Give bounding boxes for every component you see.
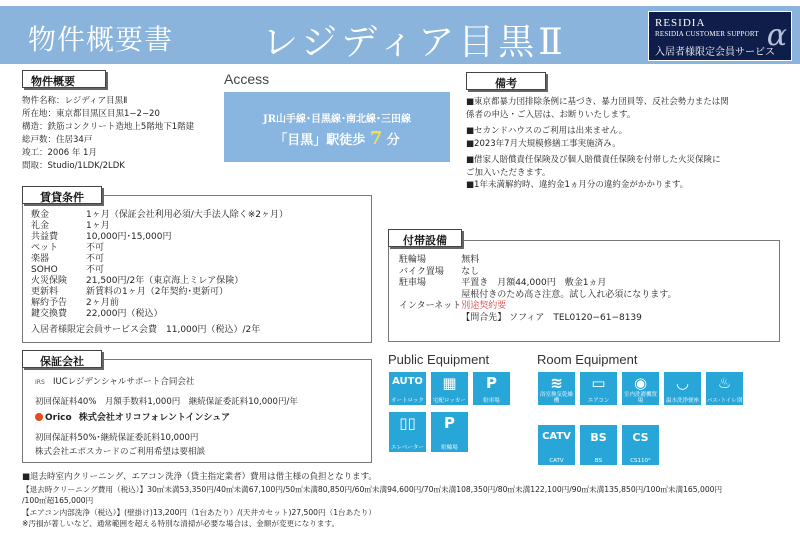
access-box	[224, 92, 450, 162]
logo-brand: RESIDIA	[655, 17, 706, 29]
table-row: 屋根付きのため高さ注意。試し入れ必須になります。	[461, 289, 677, 300]
bicycle-parking-icon: P 駐輪場	[430, 411, 469, 453]
room-equipment-heading: Room Equipment	[537, 352, 638, 367]
parking-icon: P 駐車場	[472, 371, 511, 406]
catv-icon: CATV CATV	[537, 424, 576, 466]
facilities-box	[388, 240, 780, 342]
guarantor-company-3: 株式会社エポスカードのご利用希望は要相談	[35, 447, 206, 457]
logo-tagline: RESIDIA CUSTOMER SUPPORT	[655, 30, 759, 38]
property-name: レジディア目黒Ⅱ	[262, 22, 567, 63]
table-row: ペット 不可	[31, 243, 105, 253]
table-row: 駐輪場 無料	[399, 255, 480, 265]
public-equipment-heading: Public Equipment	[388, 352, 490, 367]
guarantor-terms-2: 初回保証料50%･継続保証委託料10,000円	[35, 433, 199, 443]
footer-line: 【退去時クリーニング費用（税込）】30㎡未満53,350円/40㎡未満67,100円/50㎡未満80,850円/60㎡未満94,600円/70㎡未満108,350円/80㎡未満122,100円/90㎡未満135,850円/100㎡未満165,000円	[22, 484, 723, 494]
elevator-icon: ▯▯ エレベーター	[388, 411, 427, 453]
overview-heading: 物件概要	[22, 70, 106, 88]
lease-box	[22, 195, 372, 343]
footer-line: 【エアコン内部洗浄（税込）】(壁掛け)13,200円（1台あたり）/(天井カセット)27,500円（1台あたり）	[22, 507, 376, 517]
access-walk	[224, 128, 450, 149]
table-row: 鍵交換費 22,000円（税込）	[31, 309, 163, 319]
table-row: 敷金 1ヶ月（保証会社利用必須/大手法人除く※2ヶ月）	[31, 210, 289, 220]
notes-item: ■セカンドハウスのご利用は出来ません。	[466, 126, 628, 136]
separate-bath-icon: ♨ バス･トイレ別	[705, 371, 744, 406]
overview-line: 構造：鉄筋コンクリート造地上5階地下1階建	[22, 122, 195, 132]
aircon-icon: ▭ エアコン	[579, 371, 618, 406]
delivery-locker-icon: ▦ 宅配ロッカー	[430, 371, 469, 406]
overview-line: 総戸数：住居34戸	[22, 135, 93, 145]
cs-icon: CS CS110°	[621, 424, 660, 466]
footer-line: ■退去時室内クリーニング、エアコン洗浄（貸主指定業者）費用は借主様の負担となります。	[22, 472, 377, 482]
shower-toilet-icon: ◡ 温水洗浄便座	[663, 371, 702, 406]
footer-line: /100㎡超165,000円	[22, 496, 94, 505]
access-unit: 分	[386, 133, 400, 148]
overview-line: 竣工：2006 年 1月	[22, 148, 97, 158]
orico-logo-icon	[35, 413, 43, 421]
iris-logo-icon: IRS	[35, 379, 45, 386]
table-row: 【問合先】 ソフィア TEL0120−61−8139	[461, 312, 642, 323]
footer-line: ※汚損が著しいなど、通常範囲を超える特別な清掃が必要な場合は、金額が変更になります。	[22, 519, 340, 528]
footer-notes	[22, 472, 722, 530]
overview-lines	[22, 95, 194, 173]
washer-space-icon: ◉ 室内洗濯機置場	[621, 371, 660, 406]
notes-item: ■借家人賠償責任保険及び個人賠償責任保険を付帯した火災保険に	[466, 155, 721, 165]
notes-heading: 備考	[466, 72, 546, 90]
access-station: 「目黒」駅徒歩	[274, 133, 366, 148]
lease-heading: 賃貸条件	[22, 186, 102, 204]
table-row: 共益費 10,000円･15,000円	[31, 232, 172, 242]
alpha-icon: α	[766, 18, 787, 53]
notes-list	[466, 96, 729, 192]
access-heading: Access	[224, 71, 270, 87]
doc-title: 物件概要書	[28, 23, 174, 56]
access-lines: JR山手線･目黒線･南北線･三田線	[262, 114, 412, 125]
table-row: 駐車場 平置き 月額44,000円 敷金1ヵ月	[399, 278, 607, 288]
residia-logo	[648, 11, 792, 61]
header-banner	[0, 6, 800, 64]
table-row: バイク置場 なし	[399, 266, 480, 277]
facilities-heading: 付帯設備	[388, 229, 462, 247]
notes-item: ■1年未満解約時、違約金1ヵ月分の違約金がかかります。	[466, 180, 689, 190]
overview-line: 所在地：東京都目黒区目黒1−2−20	[22, 109, 160, 119]
table-row: 解約予告 2ヶ月前	[31, 298, 119, 308]
facilities-table	[399, 255, 677, 324]
logo-service: 入居者様限定会員サービス	[655, 47, 775, 58]
bathroom-dryer-icon: ≋ 浴室換気乾燥機	[537, 371, 576, 406]
guarantor-company-1: IRS IUCレジデンシャルサポート合同会社	[35, 377, 195, 387]
member-fee: 入居者様限定会員サービス会費 11,000円（税込）/2年	[31, 325, 261, 335]
bs-icon: BS BS	[579, 424, 618, 466]
table-row: 楽器 不可	[31, 254, 105, 264]
guarantor-box	[22, 359, 372, 463]
access-minutes: 7	[369, 128, 383, 149]
notes-item: ■東京都暴力団排除条例に基づき、暴力団員等、反社会勢力または関	[466, 97, 729, 107]
notes-item: ご加入いただきます。	[466, 167, 551, 178]
table-row: 礼金 1ヶ月	[31, 221, 110, 231]
notes-item: 係者の申込・ご入居は、お断りいたします。	[466, 109, 636, 120]
lease-table	[31, 210, 288, 320]
guarantor-company-2: Orico 株式会社オリコフォレントインシュア	[35, 412, 230, 425]
overview-line: 間取：Studio/1LDK/2LDK	[22, 161, 125, 171]
table-row: インターネット 別途契約要	[399, 301, 507, 311]
guarantor-heading: 保証会社	[22, 350, 102, 368]
overview-line: 物件名称：レジディア目黒Ⅱ	[22, 96, 128, 106]
table-row: 更新料 新賃料の1ヶ月（2年契約･更新可）	[31, 287, 228, 297]
auto-lock-icon: AUTO オートロック	[388, 371, 427, 406]
table-row: SOHO 不可	[31, 265, 105, 275]
guarantor-terms-1: 初回保証料40% 月額手数料1,000円 継続保証委託料10,000円/年	[35, 397, 298, 407]
table-row: 火災保険 21,500円/2年（東京海上ミレア保険）	[31, 276, 244, 286]
notes-item: ■2023年7月大規模修繕工事実施済み。	[466, 138, 621, 149]
